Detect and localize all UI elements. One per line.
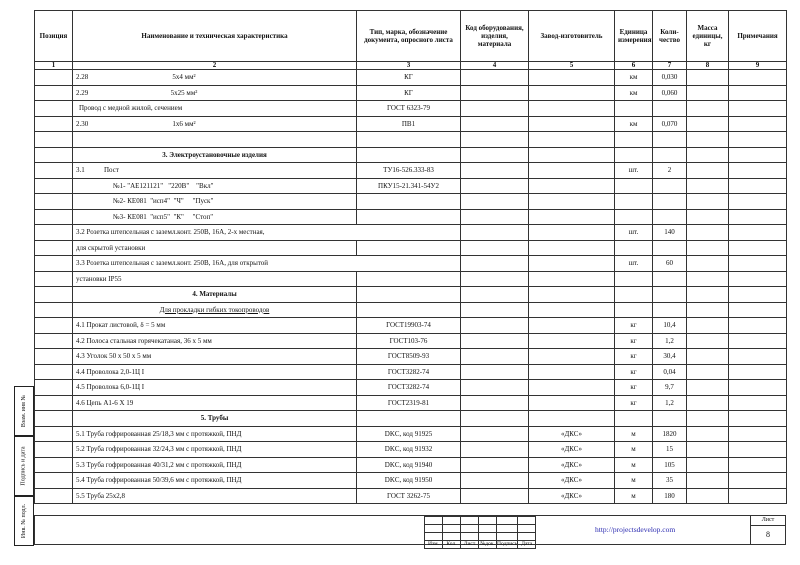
header-unit: Единица измерения: [615, 11, 653, 62]
item-maker: «ДКС»: [529, 473, 615, 489]
section-subtitle: Для прокладки гибких токопроводов: [73, 302, 357, 318]
item-description: 5.2 Труба гофрированная 32/24,3 мм с протяжкой, ПНД: [73, 442, 357, 458]
table-row: [35, 395, 787, 411]
item-maker: «ДКС»: [529, 426, 615, 442]
side-stamp-replaced-inv: [14, 386, 34, 436]
table-row: [35, 488, 787, 504]
item-unit: м: [615, 426, 653, 442]
table-row: [35, 426, 787, 442]
item-description: 4.5 Проволока 6,0-1Ц I: [73, 380, 357, 396]
colnum: 1: [35, 62, 73, 70]
revision-col-label: Лист: [461, 541, 479, 549]
item-type: ГОСТ8509-93: [357, 349, 461, 365]
item-description: 5.5 Труба 25х2,8: [73, 488, 357, 504]
header-name: Наименование и техническая характеристика: [73, 11, 357, 62]
item-unit: м: [615, 442, 653, 458]
colnum: 2: [73, 62, 357, 70]
table-row: [35, 473, 787, 489]
revision-col-label: №док.: [480, 541, 495, 547]
table-row: [35, 271, 787, 287]
section-title: 4. Материалы: [73, 287, 357, 303]
table-row: [35, 318, 787, 334]
side-label-orig: Инв. № подл.: [21, 503, 27, 539]
item-qty: 10,4: [653, 318, 687, 334]
item-description: 1х6 мм²: [172, 119, 196, 128]
sheet-label: Лист: [751, 516, 785, 526]
item-description: №1- "АЕ121121" "220В" "Вкл": [73, 178, 357, 194]
item-description: 5.4 Труба гофрированная 50/39,6 мм с протяжкой, ПНД: [73, 473, 357, 489]
header-row: [35, 11, 787, 62]
table-row-empty: [35, 132, 787, 148]
item-qty: 0,04: [653, 364, 687, 380]
item-number: 3.1: [76, 166, 85, 175]
item-description: 4.2 Полоса стальная горячекатаная, 36 х 5 мм: [73, 333, 357, 349]
colnum: 4: [461, 62, 529, 70]
item-qty: 1820: [653, 426, 687, 442]
side-label-sign: Подпись и дата: [21, 446, 28, 486]
colnum: 6: [615, 62, 653, 70]
table-row: [35, 178, 787, 194]
revision-col-label: Дата: [518, 541, 536, 549]
table-row: [35, 364, 787, 380]
table-row: [35, 256, 787, 272]
revision-col-label: Изм.: [425, 541, 443, 549]
item-description: №3- КЕ081 "исп5" "К" "Стоп": [73, 209, 357, 225]
table-row: [35, 442, 787, 458]
section-title: 5. Трубы: [73, 411, 357, 427]
item-qty: 105: [653, 457, 687, 473]
item-type: ПВ1: [357, 116, 461, 132]
table-row: [35, 333, 787, 349]
item-description: 4.4 Проволока 2,0-1Ц I: [73, 364, 357, 380]
item-description: 3.2 Розетка штепсельная с заземл.конт. 250В, 16А, 2-х местная,: [73, 225, 461, 241]
revision-col-label: Подпись: [497, 541, 518, 547]
item-type: КГ: [357, 70, 461, 86]
item-type: ГОСТ 3262-75: [357, 488, 461, 504]
table-row: [35, 380, 787, 396]
table-row: [35, 225, 787, 241]
column-number-row: [35, 62, 787, 70]
item-type: ГОСТ19903-74: [357, 318, 461, 334]
item-description: 5.1 Труба гофрированная 25/18,3 мм с протяжкой, ПНД: [73, 426, 357, 442]
specification-table: [34, 10, 787, 504]
item-unit: кг: [615, 333, 653, 349]
table-row: [35, 457, 787, 473]
side-label-inv: Взам. инв №: [21, 394, 27, 428]
title-block: [34, 515, 786, 545]
item-qty: 2: [653, 163, 687, 179]
item-qty: 0,030: [653, 70, 687, 86]
header-code: Код оборудования, изделия, материала: [461, 11, 529, 62]
item-unit: км: [615, 70, 653, 86]
item-unit: шт.: [615, 225, 653, 241]
item-type: ГОСТ 6323-79: [357, 101, 461, 117]
side-stamp-signature: [14, 436, 34, 496]
item-unit: км: [615, 116, 653, 132]
section-title: 3. Электроустановочные изделия: [73, 147, 357, 163]
item-maker: «ДКС»: [529, 457, 615, 473]
revision-col-label: Кол.: [443, 541, 461, 549]
item-type: ГОСТ3282-74: [357, 380, 461, 396]
website-url: http://projectsdevelop.com: [595, 525, 676, 534]
item-qty: 0,070: [653, 116, 687, 132]
item-qty: 9,7: [653, 380, 687, 396]
item-qty: 30,4: [653, 349, 687, 365]
section-row: [35, 147, 787, 163]
item-unit: м: [615, 457, 653, 473]
item-number: 2.28: [76, 73, 89, 82]
item-type: DKC, код 91932: [357, 442, 461, 458]
item-number: 2.30: [76, 119, 89, 128]
item-unit: кг: [615, 395, 653, 411]
item-description: 5х25 мм²: [170, 88, 198, 97]
sheet-number-box: [750, 516, 785, 544]
header-type: Тип, марка, обозначение документа, опросного листа: [357, 11, 461, 62]
header-pos: Позиция: [35, 11, 73, 62]
item-type: ТУ16-526.333-83: [357, 163, 461, 179]
item-description: №2- КЕ081 "исп4" "Ч" "Пуск": [73, 194, 357, 210]
item-description: установки IP55: [73, 271, 357, 287]
table-row: [35, 209, 787, 225]
item-qty: 60: [653, 256, 687, 272]
item-description: 5.3 Труба гофрированная 40/31,2 мм с протяжкой, ПНД: [73, 457, 357, 473]
item-number: 2.29: [76, 88, 89, 97]
table-row: [35, 163, 787, 179]
item-description: 5х4 мм²: [172, 73, 196, 82]
item-unit: м: [615, 488, 653, 504]
sheet-number: 8: [766, 530, 770, 539]
item-qty: 15: [653, 442, 687, 458]
side-stamp-original-inv: [14, 496, 34, 546]
item-type: ГОСТ3282-74: [357, 364, 461, 380]
table-row: [35, 240, 787, 256]
header-maker: Завод-изготовитель: [529, 11, 615, 62]
item-maker: «ДКС»: [529, 442, 615, 458]
item-unit: кг: [615, 349, 653, 365]
item-description: для скрытой установки: [73, 240, 357, 256]
section-row: [35, 287, 787, 303]
table-row: [35, 85, 787, 101]
item-unit: кг: [615, 318, 653, 334]
item-type: DKC, код 91950: [357, 473, 461, 489]
item-unit: шт.: [615, 256, 653, 272]
section-subtitle-row: [35, 302, 787, 318]
table-row: [35, 101, 787, 117]
table-row: [35, 194, 787, 210]
header-qty: Коли-чество: [653, 11, 687, 62]
item-description: 4.6 Цепь А1-6 Х 19: [73, 395, 357, 411]
item-qty: 1,2: [653, 395, 687, 411]
item-qty: 140: [653, 225, 687, 241]
item-description: 4.1 Прокат листовой, δ = 5 мм: [73, 318, 357, 334]
table-row: [35, 349, 787, 365]
revision-grid: [424, 516, 536, 549]
colnum: 7: [653, 62, 687, 70]
item-unit: км: [615, 85, 653, 101]
item-unit: шт.: [615, 163, 653, 179]
item-unit: м: [615, 473, 653, 489]
item-type: DKC, код 91925: [357, 426, 461, 442]
item-type: КГ: [357, 85, 461, 101]
colnum: 3: [357, 62, 461, 70]
table-row: [35, 70, 787, 86]
section-row: [35, 411, 787, 427]
item-type: ГОСТ103-76: [357, 333, 461, 349]
item-qty: 180: [653, 488, 687, 504]
colnum: 9: [729, 62, 787, 70]
item-type: ГОСТ2319-81: [357, 395, 461, 411]
item-type: DKC, код 91940: [357, 457, 461, 473]
colnum: 5: [529, 62, 615, 70]
item-qty: 35: [653, 473, 687, 489]
item-description: Провод с медной жилой, сечением: [73, 101, 357, 117]
item-qty: 1,2: [653, 333, 687, 349]
header-mass: Масса единицы, кг: [687, 11, 729, 62]
header-note: Примечания: [729, 11, 787, 62]
item-maker: «ДКС»: [529, 488, 615, 504]
colnum: 8: [687, 62, 729, 70]
item-type: ПКУ15-21.341-54У2: [357, 178, 461, 194]
item-description: 3.3 Розетка штепсельная с заземл.конт. 250В, 16А, для открытой: [73, 256, 461, 272]
table-row: [35, 116, 787, 132]
item-description: 4.3 Уголок 50 х 50 х 5 мм: [73, 349, 357, 365]
item-unit: кг: [615, 380, 653, 396]
item-description: Пост: [104, 166, 119, 175]
item-unit: кг: [615, 364, 653, 380]
item-qty: 0,060: [653, 85, 687, 101]
